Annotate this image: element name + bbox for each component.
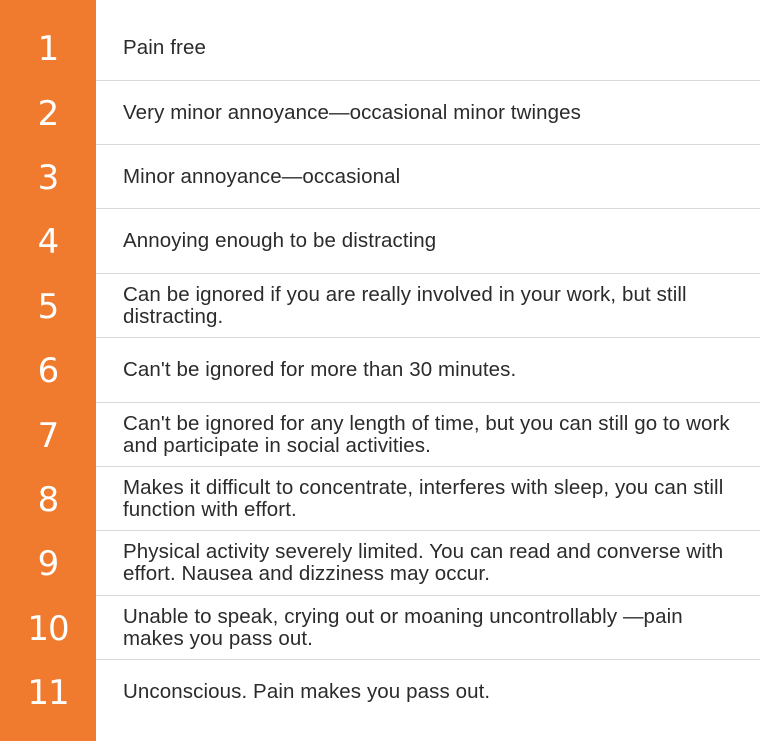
scale-row-10: [0, 596, 760, 659]
scale-row-3: [0, 145, 760, 208]
pain-level-number: 2: [37, 93, 59, 134]
scale-row-7: [0, 403, 760, 466]
scale-row-6: [0, 338, 760, 402]
pain-level-description: Unable to speak, crying out or moaning uncontrollably —pain makes you pass out.: [123, 604, 683, 650]
scale-row-5: [0, 274, 760, 337]
pain-level-description: Annoying enough to be distracting: [123, 229, 437, 252]
pain-level-description: Can't be ignored for any length of time, but you can still go to work and participate in social activities.: [123, 411, 730, 457]
scale-row-9: [0, 531, 760, 595]
pain-level-number: 7: [37, 415, 59, 456]
pain-level-number: 8: [37, 479, 59, 520]
pain-level-description: Physical activity severely limited. You can read and converse with effort. Nausea and dizziness may occur.: [123, 540, 724, 585]
pain-level-description: Can't be ignored for more than 30 minutes.: [123, 358, 517, 381]
scale-row-4: [0, 209, 760, 273]
pain-level-number: 3: [37, 157, 59, 198]
pain-level-description: Makes it difficult to concentrate, interferes with sleep, you can still function with effort.: [123, 475, 724, 521]
pain-level-number: 11: [27, 673, 69, 713]
pain-level-number: 6: [37, 351, 59, 391]
pain-level-description: Unconscious. Pain makes you pass out.: [123, 680, 491, 703]
pain-level-number: 1: [37, 29, 59, 69]
pain-level-description: Very minor annoyance—occasional minor twinges: [123, 100, 582, 124]
pain-level-description: Can be ignored if you are really involved in your work, but still distracting.: [123, 282, 687, 328]
pain-level-description: Minor annoyance—occasional: [123, 164, 401, 188]
pain-level-number: 9: [37, 544, 59, 584]
pain-level-number: 4: [37, 222, 59, 262]
scale-row-8: [0, 467, 760, 530]
pain-level-number: 10: [27, 608, 69, 649]
scale-row-2: [0, 81, 760, 144]
scale-row-1: [0, 16, 760, 80]
pain-level-description: Pain free: [123, 36, 206, 59]
pain-level-number: 5: [37, 286, 59, 327]
scale-row-11: [0, 660, 760, 724]
